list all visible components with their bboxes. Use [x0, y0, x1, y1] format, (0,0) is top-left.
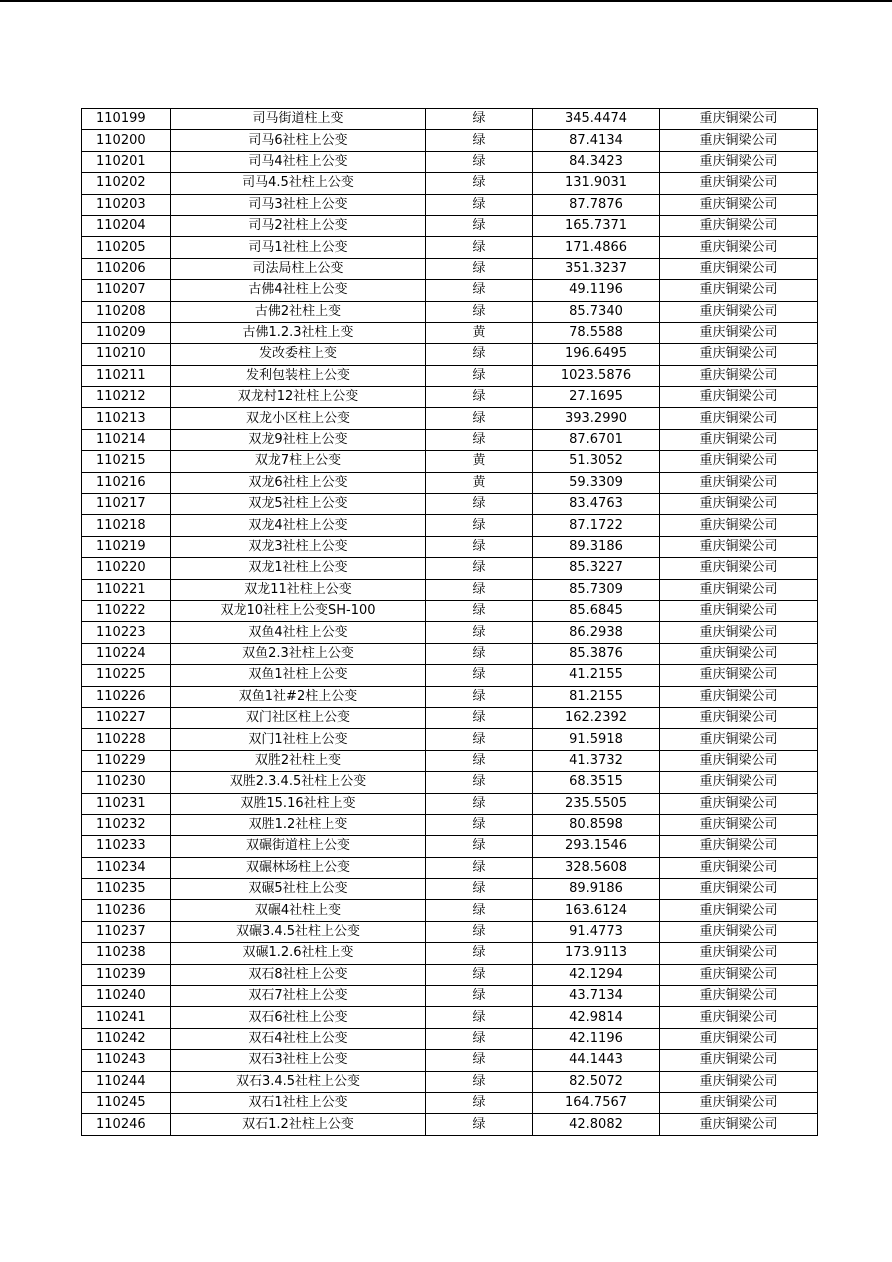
- cell-status: 绿: [426, 879, 533, 900]
- cell-name: 司马2社柱上公变: [171, 215, 426, 236]
- cell-name: 双龙9社柱上公变: [171, 429, 426, 450]
- cell-value: 42.9814: [533, 1007, 660, 1028]
- cell-name: 双龙小区柱上公变: [171, 408, 426, 429]
- cell-id: 110211: [82, 365, 171, 386]
- cell-name: 发利包装柱上公变: [171, 365, 426, 386]
- cell-value: 78.5588: [533, 322, 660, 343]
- cell-status: 绿: [426, 109, 533, 130]
- table-row: [82, 237, 818, 258]
- cell-company: 重庆铜梁公司: [660, 472, 818, 493]
- cell-company: 重庆铜梁公司: [660, 836, 818, 857]
- cell-value: 86.2938: [533, 622, 660, 643]
- table-row: [82, 836, 818, 857]
- cell-status: 绿: [426, 1007, 533, 1028]
- cell-status: 黄: [426, 472, 533, 493]
- transformer-table: [81, 108, 818, 1136]
- table-row: [82, 558, 818, 579]
- cell-id: 110217: [82, 494, 171, 515]
- cell-id: 110221: [82, 579, 171, 600]
- cell-company: 重庆铜梁公司: [660, 986, 818, 1007]
- cell-status: 绿: [426, 130, 533, 151]
- table-row: [82, 622, 818, 643]
- cell-value: 87.4134: [533, 130, 660, 151]
- cell-id: 110213: [82, 408, 171, 429]
- cell-id: 110200: [82, 130, 171, 151]
- cell-value: 80.8598: [533, 814, 660, 835]
- cell-company: 重庆铜梁公司: [660, 1092, 818, 1113]
- table-row: [82, 686, 818, 707]
- table-row: [82, 536, 818, 557]
- cell-name: 司法局柱上公变: [171, 258, 426, 279]
- table-row: [82, 408, 818, 429]
- cell-value: 91.5918: [533, 729, 660, 750]
- cell-status: 绿: [426, 857, 533, 878]
- cell-status: 绿: [426, 686, 533, 707]
- cell-company: 重庆铜梁公司: [660, 943, 818, 964]
- cell-status: 绿: [426, 280, 533, 301]
- cell-name: 双碾5社柱上公变: [171, 879, 426, 900]
- table-row: [82, 365, 818, 386]
- cell-value: 82.5072: [533, 1071, 660, 1092]
- cell-value: 293.1546: [533, 836, 660, 857]
- cell-id: 110227: [82, 707, 171, 728]
- cell-id: 110231: [82, 793, 171, 814]
- table-row: [82, 215, 818, 236]
- cell-value: 173.9113: [533, 943, 660, 964]
- cell-company: 重庆铜梁公司: [660, 130, 818, 151]
- cell-id: 110205: [82, 237, 171, 258]
- cell-status: 黄: [426, 322, 533, 343]
- cell-name: 司马街道柱上变: [171, 109, 426, 130]
- cell-status: 绿: [426, 665, 533, 686]
- cell-id: 110204: [82, 215, 171, 236]
- cell-id: 110222: [82, 600, 171, 621]
- cell-value: 85.7309: [533, 579, 660, 600]
- table-row: [82, 515, 818, 536]
- cell-company: 重庆铜梁公司: [660, 215, 818, 236]
- table-row: [82, 301, 818, 322]
- cell-id: 110210: [82, 344, 171, 365]
- table-row: [82, 151, 818, 172]
- cell-status: 绿: [426, 836, 533, 857]
- table-row: [82, 387, 818, 408]
- cell-name: 双鱼4社柱上公变: [171, 622, 426, 643]
- cell-name: 司马4.5社柱上公变: [171, 173, 426, 194]
- cell-value: 235.5505: [533, 793, 660, 814]
- cell-company: 重庆铜梁公司: [660, 494, 818, 515]
- cell-name: 双石6社柱上公变: [171, 1007, 426, 1028]
- transformer-table-container: [81, 108, 800, 1136]
- cell-status: 绿: [426, 600, 533, 621]
- cell-status: 绿: [426, 536, 533, 557]
- cell-id: 110220: [82, 558, 171, 579]
- cell-value: 164.7567: [533, 1092, 660, 1113]
- cell-id: 110230: [82, 772, 171, 793]
- cell-value: 42.1294: [533, 964, 660, 985]
- cell-name: 双石1社柱上公变: [171, 1092, 426, 1113]
- cell-name: 双碾1.2.6社柱上变: [171, 943, 426, 964]
- cell-name: 双胜2社柱上变: [171, 750, 426, 771]
- table-row: [82, 1071, 818, 1092]
- cell-id: 110246: [82, 1114, 171, 1135]
- table-row: [82, 943, 818, 964]
- table-row: [82, 665, 818, 686]
- cell-status: 绿: [426, 365, 533, 386]
- cell-id: 110234: [82, 857, 171, 878]
- cell-id: 110243: [82, 1050, 171, 1071]
- page-top-border: [0, 0, 892, 2]
- cell-name: 古佛1.2.3社柱上变: [171, 322, 426, 343]
- cell-name: 司马6社柱上公变: [171, 130, 426, 151]
- cell-company: 重庆铜梁公司: [660, 900, 818, 921]
- cell-status: 绿: [426, 750, 533, 771]
- cell-id: 110202: [82, 173, 171, 194]
- cell-value: 41.2155: [533, 665, 660, 686]
- cell-value: 91.4773: [533, 921, 660, 942]
- cell-company: 重庆铜梁公司: [660, 729, 818, 750]
- cell-company: 重庆铜梁公司: [660, 1007, 818, 1028]
- table-row: [82, 322, 818, 343]
- cell-name: 双石1.2社柱上公变: [171, 1114, 426, 1135]
- cell-company: 重庆铜梁公司: [660, 301, 818, 322]
- cell-status: 绿: [426, 622, 533, 643]
- cell-company: 重庆铜梁公司: [660, 536, 818, 557]
- table-row: [82, 729, 818, 750]
- cell-status: 绿: [426, 215, 533, 236]
- cell-status: 绿: [426, 558, 533, 579]
- cell-name: 双龙6社柱上公变: [171, 472, 426, 493]
- cell-company: 重庆铜梁公司: [660, 194, 818, 215]
- table-row: [82, 1050, 818, 1071]
- table-row: [82, 964, 818, 985]
- cell-status: 绿: [426, 258, 533, 279]
- cell-value: 41.3732: [533, 750, 660, 771]
- cell-status: 绿: [426, 579, 533, 600]
- cell-id: 110241: [82, 1007, 171, 1028]
- cell-name: 双碾林场柱上公变: [171, 857, 426, 878]
- cell-company: 重庆铜梁公司: [660, 151, 818, 172]
- cell-id: 110228: [82, 729, 171, 750]
- cell-id: 110238: [82, 943, 171, 964]
- table-row: [82, 643, 818, 664]
- cell-name: 双龙1社柱上公变: [171, 558, 426, 579]
- cell-value: 42.8082: [533, 1114, 660, 1135]
- cell-company: 重庆铜梁公司: [660, 622, 818, 643]
- cell-status: 绿: [426, 643, 533, 664]
- cell-company: 重庆铜梁公司: [660, 665, 818, 686]
- cell-value: 393.2990: [533, 408, 660, 429]
- cell-company: 重庆铜梁公司: [660, 1071, 818, 1092]
- table-row: [82, 1028, 818, 1049]
- cell-name: 双石3.4.5社柱上公变: [171, 1071, 426, 1092]
- table-row: [82, 600, 818, 621]
- cell-value: 83.4763: [533, 494, 660, 515]
- cell-company: 重庆铜梁公司: [660, 793, 818, 814]
- cell-value: 84.3423: [533, 151, 660, 172]
- cell-value: 1023.5876: [533, 365, 660, 386]
- cell-status: 绿: [426, 408, 533, 429]
- cell-value: 351.3237: [533, 258, 660, 279]
- cell-status: 绿: [426, 814, 533, 835]
- cell-name: 双石8社柱上公变: [171, 964, 426, 985]
- cell-value: 171.4866: [533, 237, 660, 258]
- cell-company: 重庆铜梁公司: [660, 879, 818, 900]
- cell-value: 85.3227: [533, 558, 660, 579]
- cell-name: 双胜1.2社柱上变: [171, 814, 426, 835]
- cell-company: 重庆铜梁公司: [660, 643, 818, 664]
- cell-name: 双门1社柱上公变: [171, 729, 426, 750]
- cell-id: 110223: [82, 622, 171, 643]
- cell-id: 110224: [82, 643, 171, 664]
- table-row: [82, 258, 818, 279]
- cell-company: 重庆铜梁公司: [660, 772, 818, 793]
- cell-status: 绿: [426, 194, 533, 215]
- cell-name: 双石4社柱上公变: [171, 1028, 426, 1049]
- cell-status: 绿: [426, 301, 533, 322]
- cell-company: 重庆铜梁公司: [660, 921, 818, 942]
- cell-name: 司马1社柱上公变: [171, 237, 426, 258]
- cell-status: 绿: [426, 151, 533, 172]
- cell-value: 87.6701: [533, 429, 660, 450]
- table-row: [82, 793, 818, 814]
- cell-status: 绿: [426, 237, 533, 258]
- cell-id: 110199: [82, 109, 171, 130]
- cell-status: 绿: [426, 1050, 533, 1071]
- cell-id: 110201: [82, 151, 171, 172]
- cell-id: 110235: [82, 879, 171, 900]
- cell-name: 双胜2.3.4.5社柱上公变: [171, 772, 426, 793]
- cell-name: 双碾4社柱上变: [171, 900, 426, 921]
- cell-company: 重庆铜梁公司: [660, 707, 818, 728]
- cell-status: 绿: [426, 344, 533, 365]
- table-row: [82, 494, 818, 515]
- cell-name: 双碾3.4.5社柱上公变: [171, 921, 426, 942]
- cell-status: 绿: [426, 943, 533, 964]
- cell-value: 42.1196: [533, 1028, 660, 1049]
- cell-company: 重庆铜梁公司: [660, 280, 818, 301]
- cell-name: 司马4社柱上公变: [171, 151, 426, 172]
- cell-status: 绿: [426, 387, 533, 408]
- cell-company: 重庆铜梁公司: [660, 365, 818, 386]
- cell-value: 27.1695: [533, 387, 660, 408]
- cell-id: 110209: [82, 322, 171, 343]
- cell-name: 双龙7柱上公变: [171, 451, 426, 472]
- cell-value: 49.1196: [533, 280, 660, 301]
- cell-value: 85.3876: [533, 643, 660, 664]
- cell-value: 43.7134: [533, 986, 660, 1007]
- cell-id: 110207: [82, 280, 171, 301]
- cell-id: 110233: [82, 836, 171, 857]
- cell-value: 44.1443: [533, 1050, 660, 1071]
- cell-company: 重庆铜梁公司: [660, 322, 818, 343]
- cell-id: 110212: [82, 387, 171, 408]
- table-row: [82, 986, 818, 1007]
- cell-status: 绿: [426, 515, 533, 536]
- cell-status: 绿: [426, 494, 533, 515]
- cell-name: 双碾街道柱上公变: [171, 836, 426, 857]
- cell-name: 古佛4社柱上公变: [171, 280, 426, 301]
- cell-company: 重庆铜梁公司: [660, 1050, 818, 1071]
- cell-company: 重庆铜梁公司: [660, 387, 818, 408]
- table-row: [82, 772, 818, 793]
- cell-name: 双胜15.16社柱上变: [171, 793, 426, 814]
- cell-id: 110216: [82, 472, 171, 493]
- cell-value: 162.2392: [533, 707, 660, 728]
- cell-company: 重庆铜梁公司: [660, 558, 818, 579]
- cell-status: 绿: [426, 429, 533, 450]
- table-row: [82, 879, 818, 900]
- cell-value: 165.7371: [533, 215, 660, 236]
- cell-company: 重庆铜梁公司: [660, 408, 818, 429]
- cell-status: 绿: [426, 1092, 533, 1113]
- cell-id: 110242: [82, 1028, 171, 1049]
- cell-status: 绿: [426, 793, 533, 814]
- table-row: [82, 130, 818, 151]
- cell-status: 绿: [426, 1071, 533, 1092]
- cell-name: 双龙10社柱上公变SH-100: [171, 600, 426, 621]
- table-row: [82, 921, 818, 942]
- cell-name: 双鱼1社柱上公变: [171, 665, 426, 686]
- cell-id: 110206: [82, 258, 171, 279]
- cell-status: 绿: [426, 900, 533, 921]
- cell-company: 重庆铜梁公司: [660, 1114, 818, 1135]
- cell-id: 110229: [82, 750, 171, 771]
- cell-name: 双龙11社柱上公变: [171, 579, 426, 600]
- table-row: [82, 1114, 818, 1135]
- cell-company: 重庆铜梁公司: [660, 451, 818, 472]
- table-row: [82, 579, 818, 600]
- cell-value: 81.2155: [533, 686, 660, 707]
- cell-id: 110244: [82, 1071, 171, 1092]
- cell-value: 85.6845: [533, 600, 660, 621]
- cell-id: 110214: [82, 429, 171, 450]
- table-row: [82, 109, 818, 130]
- table-row: [82, 194, 818, 215]
- cell-name: 双鱼1社#2柱上公变: [171, 686, 426, 707]
- cell-company: 重庆铜梁公司: [660, 600, 818, 621]
- cell-status: 绿: [426, 729, 533, 750]
- cell-id: 110215: [82, 451, 171, 472]
- cell-id: 110236: [82, 900, 171, 921]
- cell-name: 司马3社柱上公变: [171, 194, 426, 215]
- cell-value: 131.9031: [533, 173, 660, 194]
- cell-value: 345.4474: [533, 109, 660, 130]
- table-row: [82, 900, 818, 921]
- cell-value: 328.5608: [533, 857, 660, 878]
- cell-value: 87.7876: [533, 194, 660, 215]
- cell-name: 双龙5社柱上公变: [171, 494, 426, 515]
- cell-name: 双鱼2.3社柱上公变: [171, 643, 426, 664]
- cell-value: 51.3052: [533, 451, 660, 472]
- cell-id: 110239: [82, 964, 171, 985]
- cell-company: 重庆铜梁公司: [660, 964, 818, 985]
- cell-name: 双龙4社柱上公变: [171, 515, 426, 536]
- cell-id: 110237: [82, 921, 171, 942]
- cell-id: 110219: [82, 536, 171, 557]
- table-row: [82, 1092, 818, 1113]
- cell-status: 绿: [426, 964, 533, 985]
- cell-name: 双门社区柱上公变: [171, 707, 426, 728]
- cell-status: 绿: [426, 772, 533, 793]
- cell-value: 89.9186: [533, 879, 660, 900]
- table-row: [82, 472, 818, 493]
- cell-id: 110245: [82, 1092, 171, 1113]
- table-row: [82, 280, 818, 301]
- cell-status: 绿: [426, 1114, 533, 1135]
- cell-id: 110232: [82, 814, 171, 835]
- cell-status: 黄: [426, 451, 533, 472]
- table-row: [82, 814, 818, 835]
- cell-id: 110225: [82, 665, 171, 686]
- cell-status: 绿: [426, 173, 533, 194]
- cell-value: 68.3515: [533, 772, 660, 793]
- cell-company: 重庆铜梁公司: [660, 237, 818, 258]
- cell-name: 双石3社柱上公变: [171, 1050, 426, 1071]
- cell-company: 重庆铜梁公司: [660, 814, 818, 835]
- table-row: [82, 429, 818, 450]
- cell-company: 重庆铜梁公司: [660, 857, 818, 878]
- cell-name: 古佛2社柱上变: [171, 301, 426, 322]
- cell-value: 89.3186: [533, 536, 660, 557]
- cell-company: 重庆铜梁公司: [660, 579, 818, 600]
- cell-company: 重庆铜梁公司: [660, 515, 818, 536]
- cell-status: 绿: [426, 986, 533, 1007]
- table-row: [82, 344, 818, 365]
- cell-company: 重庆铜梁公司: [660, 109, 818, 130]
- cell-company: 重庆铜梁公司: [660, 344, 818, 365]
- cell-id: 110208: [82, 301, 171, 322]
- cell-status: 绿: [426, 1028, 533, 1049]
- cell-id: 110203: [82, 194, 171, 215]
- cell-id: 110218: [82, 515, 171, 536]
- cell-company: 重庆铜梁公司: [660, 750, 818, 771]
- table-row: [82, 1007, 818, 1028]
- transformer-table-body: [82, 109, 818, 1136]
- cell-company: 重庆铜梁公司: [660, 686, 818, 707]
- table-row: [82, 173, 818, 194]
- table-row: [82, 857, 818, 878]
- cell-name: 双龙3社柱上公变: [171, 536, 426, 557]
- table-row: [82, 750, 818, 771]
- cell-company: 重庆铜梁公司: [660, 258, 818, 279]
- cell-value: 85.7340: [533, 301, 660, 322]
- cell-status: 绿: [426, 707, 533, 728]
- cell-name: 双龙村12社柱上公变: [171, 387, 426, 408]
- cell-value: 196.6495: [533, 344, 660, 365]
- cell-company: 重庆铜梁公司: [660, 429, 818, 450]
- cell-name: 发改委柱上变: [171, 344, 426, 365]
- table-row: [82, 707, 818, 728]
- cell-company: 重庆铜梁公司: [660, 1028, 818, 1049]
- cell-name: 双石7社柱上公变: [171, 986, 426, 1007]
- table-row: [82, 451, 818, 472]
- cell-value: 59.3309: [533, 472, 660, 493]
- cell-id: 110240: [82, 986, 171, 1007]
- cell-id: 110226: [82, 686, 171, 707]
- cell-status: 绿: [426, 921, 533, 942]
- cell-value: 163.6124: [533, 900, 660, 921]
- cell-value: 87.1722: [533, 515, 660, 536]
- cell-company: 重庆铜梁公司: [660, 173, 818, 194]
